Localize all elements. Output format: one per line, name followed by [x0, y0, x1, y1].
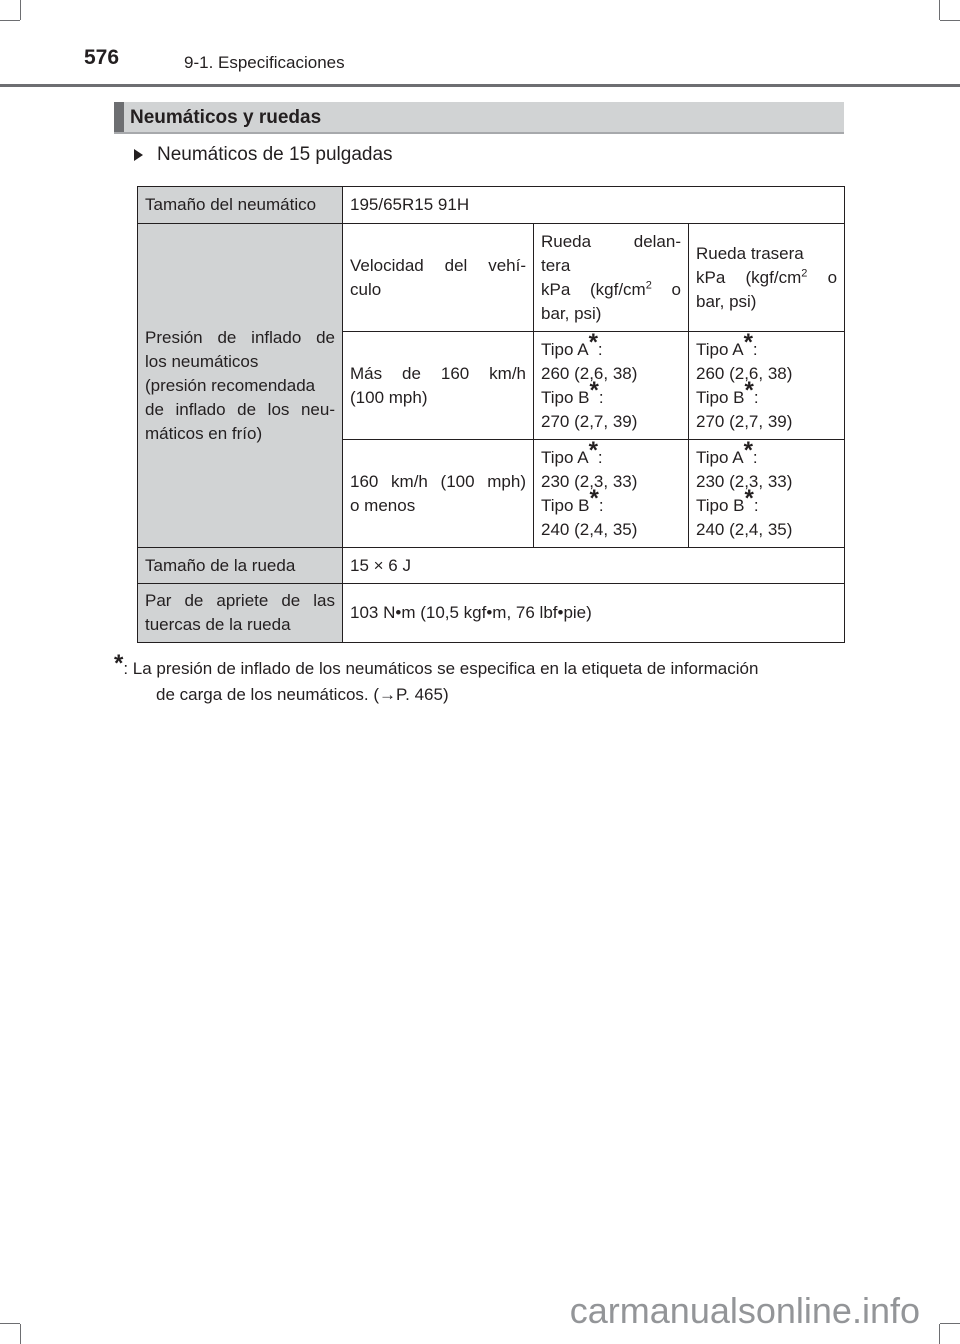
tire-size-label: Tamaño del neumático	[138, 187, 343, 224]
tire-size-value: 195/65R15 91H	[343, 187, 845, 224]
crop-mark	[940, 20, 960, 21]
column-header-front-wheel: Rueda delan- tera kPa ($kgf/cm^2$ o bar, psi)	[534, 224, 689, 332]
crop-mark	[939, 1324, 940, 1344]
subheading	[134, 144, 393, 166]
rear-pressure-high: Tipo A*: 260 (2,6, 38) Tipo B*: 270 (2,7, 39)	[689, 332, 845, 440]
wheel-size-label: Tamaño de la rueda	[138, 548, 343, 584]
rear-pressure-low: Tipo A*: 230 (2,3, 33) Tipo B*: 240 (2,4, 35)	[689, 440, 845, 548]
footnote-line2: de carga de los neumáticos. (→P. 465)	[156, 685, 449, 704]
subheading-text: Neumáticos de 15 pulgadas	[157, 144, 393, 165]
footnote-asterisk: *	[114, 650, 124, 677]
crop-mark	[940, 1323, 960, 1324]
table-row	[138, 224, 845, 332]
spec-table	[137, 186, 845, 643]
table-row	[138, 187, 845, 224]
banner-title: Neumáticos y ruedas	[130, 107, 322, 128]
section-title: 9-1. Especificaciones	[184, 53, 345, 72]
wheel-size-value: 15 × 6 J	[343, 548, 845, 584]
column-header-speed: Velocidad del vehí- culo	[343, 224, 534, 332]
crop-mark	[939, 0, 940, 20]
column-header-rear-wheel: Rueda trasera kPa ($kgf/cm^2$ o bar, psi)	[689, 224, 845, 332]
crop-mark	[20, 1324, 21, 1344]
watermark: carmanualsonline.info	[569, 1290, 920, 1331]
banner-accent-bar	[114, 102, 124, 132]
speed-high: Más de 160 km/h (100 mph)	[343, 332, 534, 440]
triangle-bullet-icon	[134, 149, 143, 161]
table-row	[138, 548, 845, 584]
table-row	[138, 584, 845, 643]
crop-mark	[0, 20, 20, 21]
footnote-line1: : La presión de inflado de los neumáticos se especifica en la etiqueta de información	[123, 659, 759, 678]
section-banner	[114, 102, 844, 134]
crop-mark	[0, 1323, 20, 1324]
footnote	[114, 650, 844, 708]
speed-low: 160 km/h (100 mph) o menos	[343, 440, 534, 548]
front-pressure-low: Tipo A*: 230 (2,3, 33) Tipo B*: 240 (2,4, 35)	[534, 440, 689, 548]
pressure-label: Presión de inflado de los neumáticos (presión recomendada de inflado de los neu- máticos en frío)	[138, 224, 343, 548]
torque-value: 103 N•m (10,5 kgf•m, 76 lbf•pie)	[343, 584, 845, 643]
header-rule	[0, 84, 960, 87]
page-number: 576	[84, 46, 120, 69]
torque-label: Par de apriete de las tuercas de la rueda	[138, 584, 343, 643]
front-pressure-high: Tipo A*: 260 (2,6, 38) Tipo B*: 270 (2,7, 39)	[534, 332, 689, 440]
crop-mark	[20, 0, 21, 20]
